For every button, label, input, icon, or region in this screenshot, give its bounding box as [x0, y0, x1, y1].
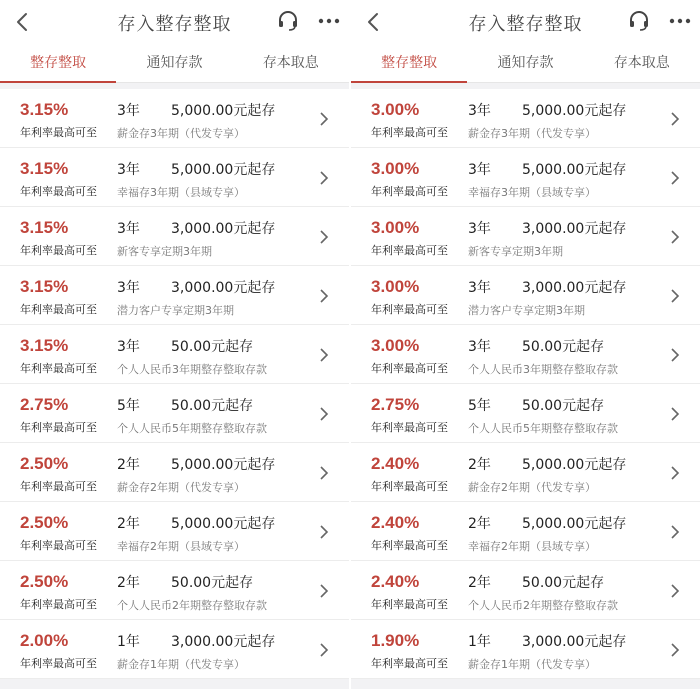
- list-item[interactable]: [0, 561, 349, 620]
- rate-value: 3.00%: [371, 218, 420, 237]
- list-item[interactable]: [351, 266, 700, 325]
- min-amount: 50.00元起存: [171, 575, 254, 591]
- min-amount: 5,000.00元起存: [522, 457, 627, 473]
- chevron-right-icon: [319, 583, 329, 599]
- product-name: 新客专享定期3年期: [117, 245, 212, 258]
- product-list: [351, 89, 700, 679]
- min-amount: 3,000.00元起存: [522, 280, 627, 296]
- term: 3年: [468, 339, 491, 355]
- list-item[interactable]: [0, 89, 349, 148]
- rate-value: 3.15%: [20, 277, 69, 296]
- rate-value: 2.75%: [371, 395, 420, 414]
- min-amount: 5,000.00元起存: [171, 162, 276, 178]
- rate-value: 3.15%: [20, 218, 69, 237]
- product-name: 个人人民币5年期整存整取存款: [117, 422, 267, 435]
- rate-label: 年利率最高可至: [371, 303, 448, 316]
- product-name: 潜力客户专享定期3年期: [117, 304, 234, 317]
- product-name: 个人人民币3年期整存整取存款: [468, 363, 618, 376]
- more-icon[interactable]: [667, 9, 693, 33]
- rate-value: 2.00%: [20, 631, 69, 650]
- min-amount: 3,000.00元起存: [522, 634, 627, 650]
- rate-label: 年利率最高可至: [371, 657, 448, 670]
- min-amount: 5,000.00元起存: [522, 162, 627, 178]
- list-item[interactable]: [0, 620, 349, 679]
- tab-bar: [351, 44, 700, 83]
- list-item[interactable]: [351, 620, 700, 679]
- rate-value: 2.50%: [20, 572, 69, 591]
- tab-lump-sum[interactable]: 整存整取: [0, 44, 116, 82]
- list-item[interactable]: [351, 502, 700, 561]
- rate-label: 年利率最高可至: [20, 421, 97, 434]
- product-name: 薪金存2年期（代发专享）: [117, 481, 245, 494]
- min-amount: 50.00元起存: [522, 398, 605, 414]
- product-name: 新客专享定期3年期: [468, 245, 563, 258]
- top-bar: [351, 0, 700, 44]
- tab-interest-withdrawal[interactable]: 存本取息: [613, 55, 670, 71]
- term: 1年: [468, 634, 491, 650]
- min-amount: 50.00元起存: [171, 339, 254, 355]
- term: 2年: [117, 575, 140, 591]
- product-name: 薪金存1年期（代发专享）: [117, 658, 245, 671]
- rate-value: 2.50%: [20, 513, 69, 532]
- chevron-right-icon: [670, 288, 680, 304]
- rate-value: 2.40%: [371, 572, 420, 591]
- chevron-right-icon: [670, 229, 680, 245]
- chevron-right-icon: [319, 642, 329, 658]
- headset-icon[interactable]: [627, 9, 651, 33]
- rate-value: 2.40%: [371, 454, 420, 473]
- chevron-right-icon: [670, 111, 680, 127]
- chevron-right-icon: [319, 229, 329, 245]
- chevron-right-icon: [670, 583, 680, 599]
- min-amount: 5,000.00元起存: [522, 103, 627, 119]
- term: 3年: [468, 280, 491, 296]
- min-amount: 50.00元起存: [171, 398, 254, 414]
- min-amount: 50.00元起存: [522, 339, 605, 355]
- chevron-right-icon: [670, 406, 680, 422]
- min-amount: 5,000.00元起存: [171, 103, 276, 119]
- term: 2年: [117, 516, 140, 532]
- term: 5年: [468, 398, 491, 414]
- product-name: 个人人民币2年期整存整取存款: [117, 599, 267, 612]
- chevron-right-icon: [319, 406, 329, 422]
- term: 2年: [117, 457, 140, 473]
- rate-label: 年利率最高可至: [371, 244, 448, 257]
- top-bar: [0, 0, 349, 44]
- left-panel: [0, 0, 349, 689]
- product-name: 幸福存2年期（县域专享）: [117, 540, 245, 553]
- min-amount: 3,000.00元起存: [171, 280, 276, 296]
- rate-value: 3.00%: [371, 100, 420, 119]
- term: 3年: [468, 103, 491, 119]
- rate-value: 3.00%: [371, 277, 420, 296]
- rate-label: 年利率最高可至: [371, 185, 448, 198]
- list-item[interactable]: [0, 502, 349, 561]
- rate-label: 年利率最高可至: [371, 421, 448, 434]
- chevron-right-icon: [319, 170, 329, 186]
- list-item[interactable]: [0, 207, 349, 266]
- product-name: 幸福存3年期（县域专享）: [117, 186, 245, 199]
- rate-label: 年利率最高可至: [20, 185, 97, 198]
- chevron-right-icon: [670, 642, 680, 658]
- chevron-right-icon: [670, 465, 680, 481]
- list-item[interactable]: [351, 325, 700, 384]
- min-amount: 5,000.00元起存: [171, 516, 276, 532]
- rate-value: 1.90%: [371, 631, 420, 650]
- chevron-right-icon: [319, 288, 329, 304]
- term: 5年: [117, 398, 140, 414]
- headset-icon[interactable]: [276, 9, 300, 33]
- rate-value: 3.00%: [371, 336, 420, 355]
- chevron-right-icon: [670, 170, 680, 186]
- term: 2年: [468, 575, 491, 591]
- chevron-right-icon: [319, 465, 329, 481]
- rate-value: 2.75%: [20, 395, 69, 414]
- list-item[interactable]: [0, 384, 349, 443]
- chevron-right-icon: [319, 524, 329, 540]
- tab-lump-sum[interactable]: 整存整取: [351, 44, 467, 82]
- term: 3年: [117, 221, 140, 237]
- rate-label: 年利率最高可至: [371, 362, 448, 375]
- chevron-right-icon: [319, 347, 329, 363]
- min-amount: 3,000.00元起存: [171, 634, 276, 650]
- rate-label: 年利率最高可至: [20, 539, 97, 552]
- list-item[interactable]: [351, 561, 700, 620]
- tab-notice-deposit[interactable]: 通知存款: [146, 55, 203, 71]
- term: 3年: [117, 162, 140, 178]
- product-name: 幸福存2年期（县域专享）: [468, 540, 596, 553]
- term: 2年: [468, 516, 491, 532]
- rate-label: 年利率最高可至: [20, 598, 97, 611]
- rate-label: 年利率最高可至: [20, 362, 97, 375]
- rate-label: 年利率最高可至: [20, 244, 97, 257]
- list-item[interactable]: [0, 148, 349, 207]
- more-icon[interactable]: [316, 9, 342, 33]
- list-item[interactable]: [351, 148, 700, 207]
- chevron-right-icon: [670, 347, 680, 363]
- rate-label: 年利率最高可至: [20, 657, 97, 670]
- term: 3年: [468, 162, 491, 178]
- rate-label: 年利率最高可至: [20, 480, 97, 493]
- term: 3年: [117, 103, 140, 119]
- term: 3年: [117, 280, 140, 296]
- tab-notice-deposit[interactable]: 通知存款: [497, 55, 554, 71]
- product-name: 薪金存1年期（代发专享）: [468, 658, 596, 671]
- product-name: 幸福存3年期（县域专享）: [468, 186, 596, 199]
- term: 3年: [468, 221, 491, 237]
- term: 1年: [117, 634, 140, 650]
- page-title: 存入整存整取: [468, 14, 583, 35]
- product-name: 薪金存3年期（代发专享）: [468, 127, 596, 140]
- product-name: 个人人民币3年期整存整取存款: [117, 363, 267, 376]
- rate-value: 2.50%: [20, 454, 69, 473]
- rate-label: 年利率最高可至: [371, 598, 448, 611]
- product-name: 潜力客户专享定期3年期: [468, 304, 585, 317]
- rate-label: 年利率最高可至: [371, 480, 448, 493]
- rate-value: 2.40%: [371, 513, 420, 532]
- rate-label: 年利率最高可至: [20, 126, 97, 139]
- product-list: [0, 89, 349, 679]
- list-item[interactable]: [0, 266, 349, 325]
- min-amount: 3,000.00元起存: [171, 221, 276, 237]
- list-item[interactable]: [0, 443, 349, 502]
- tab-interest-withdrawal[interactable]: 存本取息: [262, 55, 319, 71]
- rate-label: 年利率最高可至: [371, 126, 448, 139]
- rate-value: 3.15%: [20, 159, 69, 178]
- chevron-right-icon: [670, 524, 680, 540]
- tab-bar: [0, 44, 349, 83]
- rate-label: 年利率最高可至: [20, 303, 97, 316]
- rate-value: 3.00%: [371, 159, 420, 178]
- min-amount: 5,000.00元起存: [522, 516, 627, 532]
- rate-value: 3.15%: [20, 336, 69, 355]
- product-name: 薪金存3年期（代发专享）: [117, 127, 245, 140]
- list-item[interactable]: [351, 89, 700, 148]
- list-item[interactable]: [351, 207, 700, 266]
- list-item[interactable]: [351, 384, 700, 443]
- rate-value: 3.15%: [20, 100, 69, 119]
- page-title: 存入整存整取: [117, 14, 232, 35]
- product-name: 薪金存2年期（代发专享）: [468, 481, 596, 494]
- product-name: 个人人民币2年期整存整取存款: [468, 599, 618, 612]
- term: 3年: [117, 339, 140, 355]
- min-amount: 3,000.00元起存: [522, 221, 627, 237]
- chevron-right-icon: [319, 111, 329, 127]
- right-panel: [351, 0, 700, 689]
- min-amount: 50.00元起存: [522, 575, 605, 591]
- term: 2年: [468, 457, 491, 473]
- min-amount: 5,000.00元起存: [171, 457, 276, 473]
- rate-label: 年利率最高可至: [371, 539, 448, 552]
- product-name: 个人人民币5年期整存整取存款: [468, 422, 618, 435]
- list-item[interactable]: [0, 325, 349, 384]
- list-item[interactable]: [351, 443, 700, 502]
